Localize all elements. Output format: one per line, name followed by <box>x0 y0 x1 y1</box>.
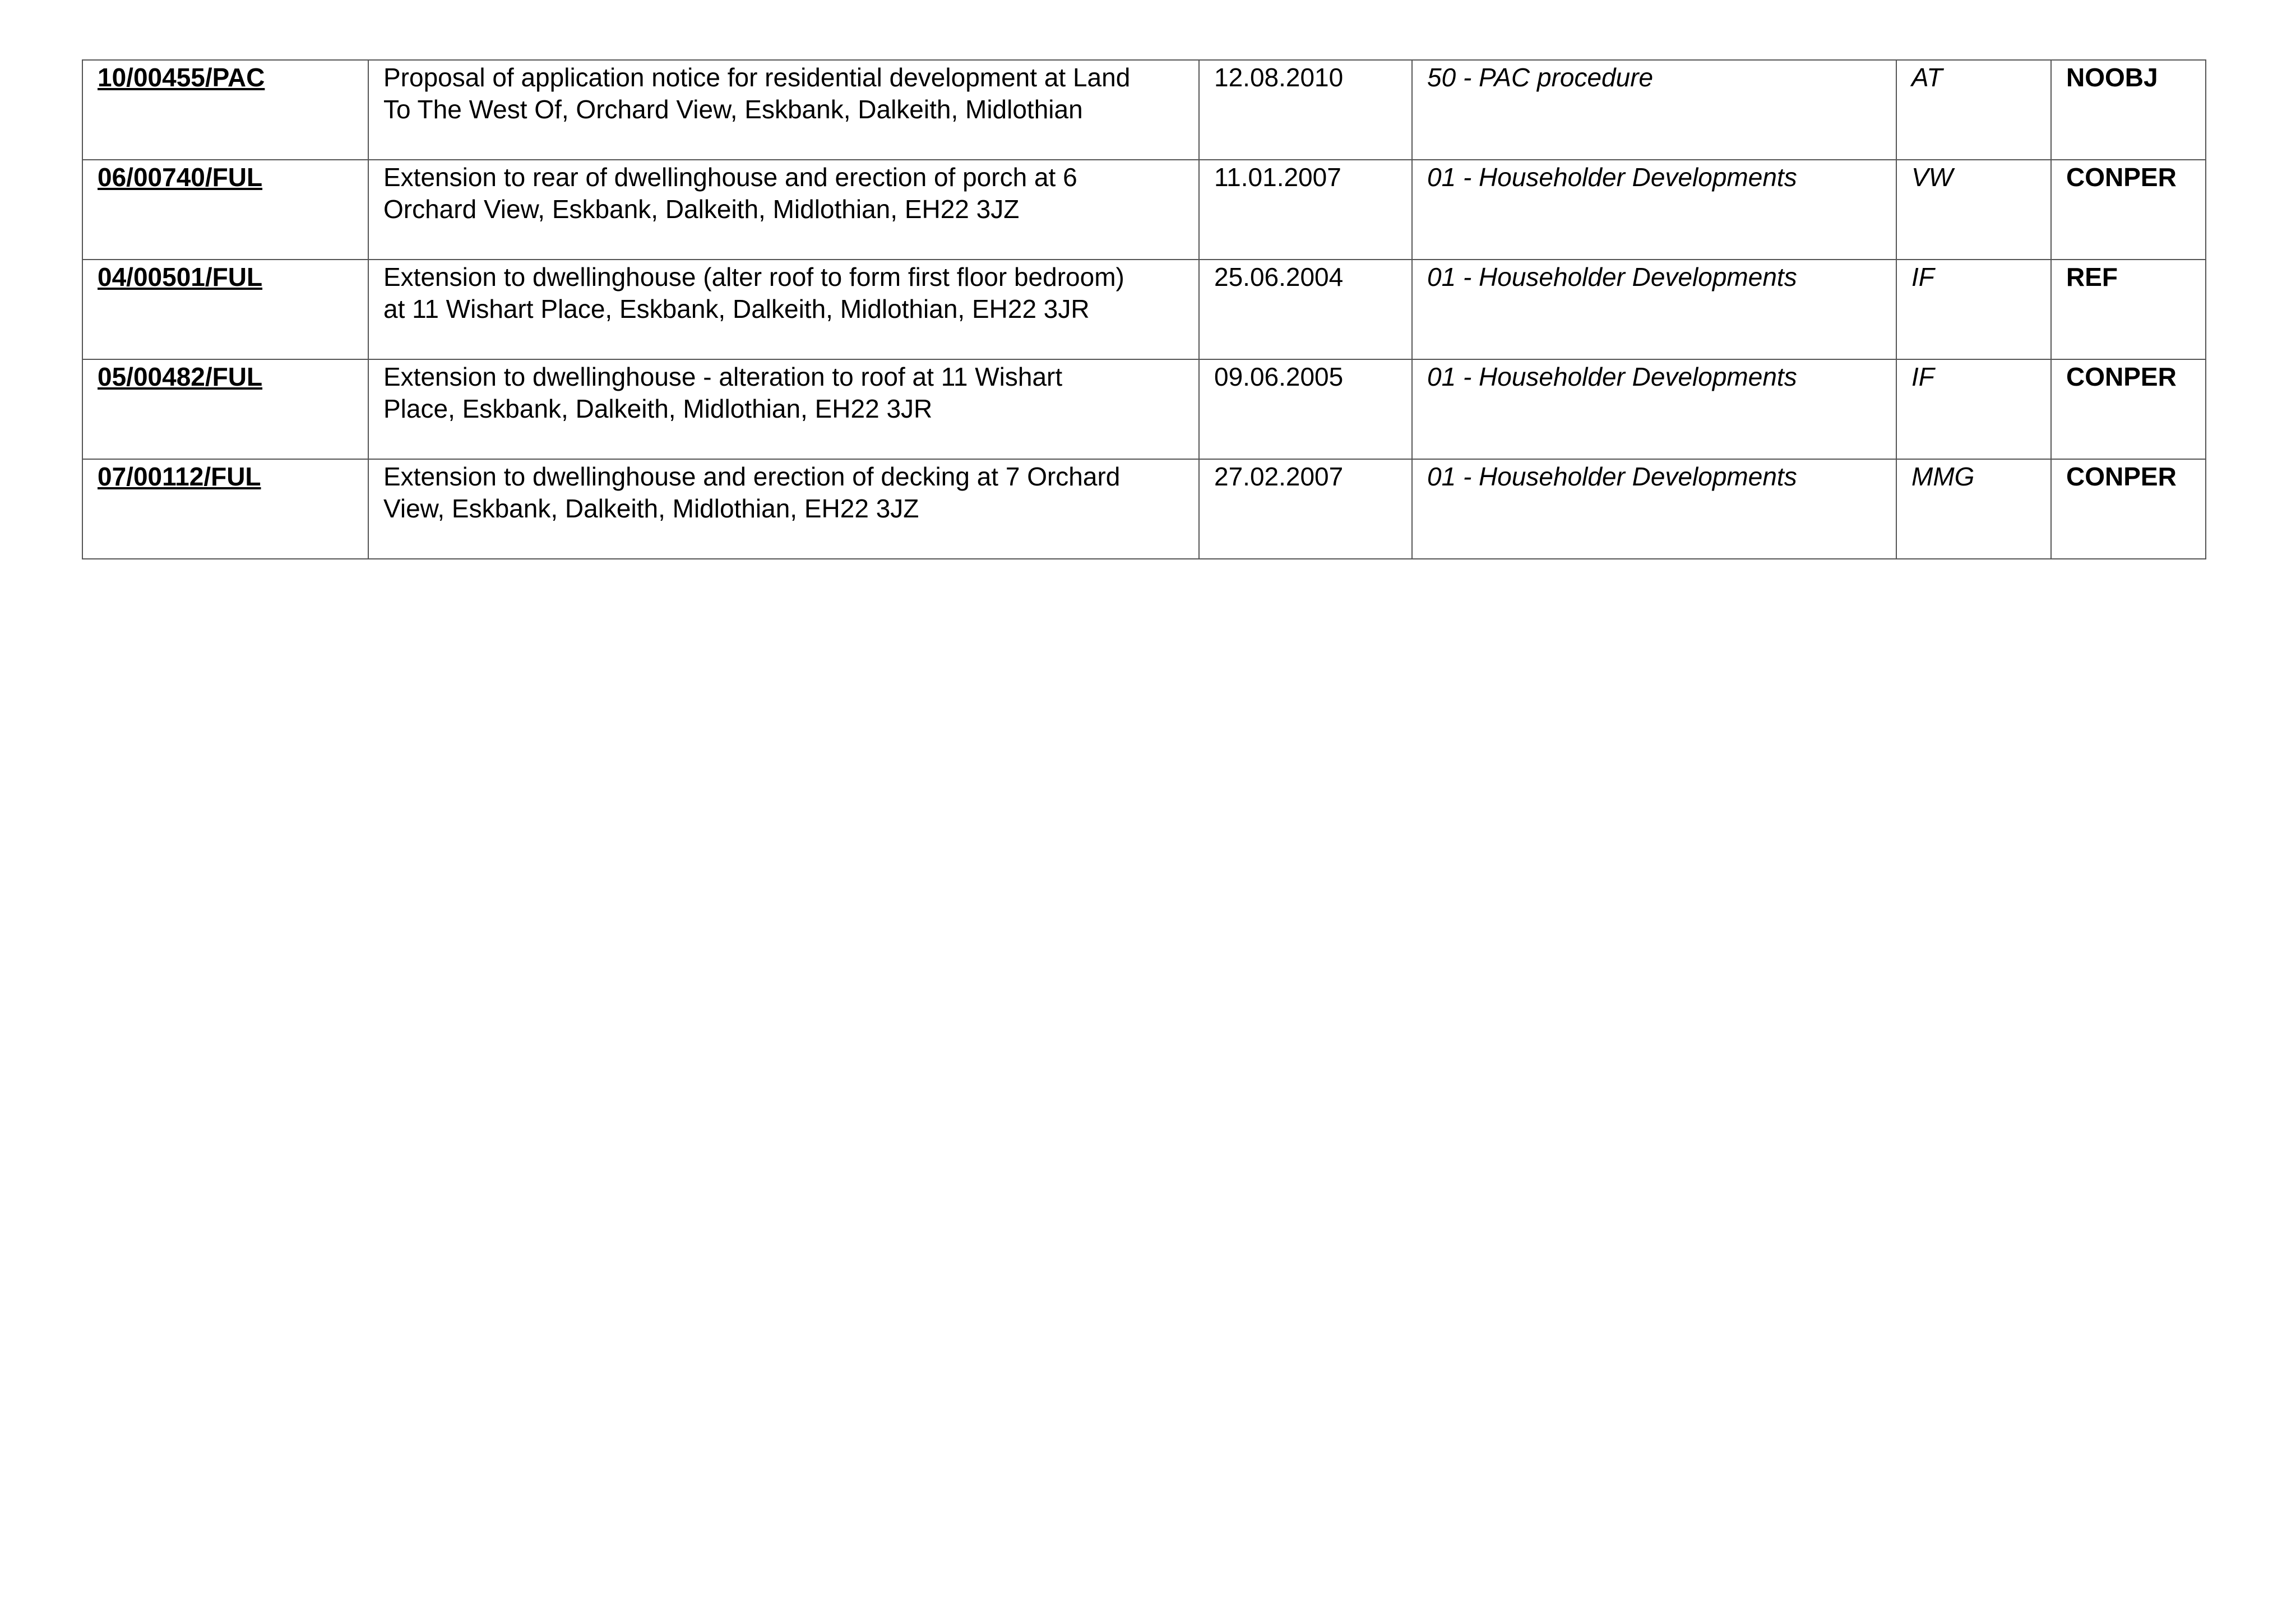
decision-text: REF <box>2066 262 2118 292</box>
officer-text: AT <box>1911 63 1943 92</box>
officer-text: IF <box>1911 262 1934 292</box>
decision-cell <box>2051 260 2206 359</box>
description-text <box>383 461 1185 525</box>
description-cell <box>368 60 1199 160</box>
description-cell <box>368 359 1199 459</box>
date-cell <box>1199 160 1412 260</box>
officer-text: MMG <box>1911 462 1975 491</box>
planning-applications-table <box>82 59 2206 559</box>
date-text: 25.06.2004 <box>1214 262 1344 292</box>
officer-cell <box>1896 260 2051 359</box>
description-line: Place, Eskbank, Dalkeith, Midlothian, EH22 3JR <box>383 394 933 423</box>
description-line: Extension to dwellinghouse and erection of decking at 7 Orchard <box>383 462 1121 491</box>
type-cell <box>1412 459 1896 559</box>
description-text <box>383 261 1185 325</box>
description-line: Proposal of application notice for residential development at Land <box>383 63 1131 92</box>
description-cell <box>368 459 1199 559</box>
reference-link[interactable]: 10/00455/PAC <box>98 63 265 92</box>
type-text: 50 - PAC procedure <box>1427 63 1654 92</box>
description-cell <box>368 260 1199 359</box>
type-cell <box>1412 260 1896 359</box>
officer-text: IF <box>1911 362 1934 391</box>
description-text <box>383 161 1185 225</box>
type-text: 01 - Householder Developments <box>1427 262 1797 292</box>
officer-text: VW <box>1911 163 1954 192</box>
reference-cell <box>82 160 368 260</box>
reference-cell <box>82 260 368 359</box>
description-line: Extension to dwellinghouse (alter roof to form first floor bedroom) <box>383 262 1124 292</box>
decision-cell <box>2051 60 2206 160</box>
description-line: Extension to dwellinghouse - alteration to roof at 11 Wishart <box>383 362 1063 391</box>
reference-link[interactable]: 06/00740/FUL <box>98 163 263 192</box>
type-cell <box>1412 60 1896 160</box>
description-line: To The West Of, Orchard View, Eskbank, Dalkeith, Midlothian <box>383 95 1083 124</box>
reference-link[interactable]: 05/00482/FUL <box>98 362 263 391</box>
officer-cell <box>1896 160 2051 260</box>
decision-text: CONPER <box>2066 163 2177 192</box>
reference-link[interactable]: 07/00112/FUL <box>98 462 261 491</box>
type-cell <box>1412 359 1896 459</box>
description-line: at 11 Wishart Place, Eskbank, Dalkeith, Midlothian, EH22 3JR <box>383 294 1090 323</box>
decision-cell <box>2051 359 2206 459</box>
description-cell <box>368 160 1199 260</box>
reference-link[interactable]: 04/00501/FUL <box>98 262 263 292</box>
decision-text: CONPER <box>2066 362 2177 391</box>
officer-cell <box>1896 359 2051 459</box>
date-cell <box>1199 459 1412 559</box>
date-text: 11.01.2007 <box>1214 163 1341 192</box>
decision-text: CONPER <box>2066 462 2177 491</box>
type-text: 01 - Householder Developments <box>1427 462 1797 491</box>
description-line: Extension to rear of dwellinghouse and erection of porch at 6 <box>383 163 1077 192</box>
decision-cell <box>2051 459 2206 559</box>
decision-text: NOOBJ <box>2066 63 2158 92</box>
description-text <box>383 361 1185 425</box>
officer-cell <box>1896 60 2051 160</box>
table-row <box>82 60 2206 160</box>
description-line: View, Eskbank, Dalkeith, Midlothian, EH22 3JZ <box>383 494 919 523</box>
table-row <box>82 260 2206 359</box>
date-cell <box>1199 359 1412 459</box>
reference-cell <box>82 459 368 559</box>
date-text: 12.08.2010 <box>1214 63 1344 92</box>
table-row <box>82 160 2206 260</box>
table-row <box>82 459 2206 559</box>
type-text: 01 - Householder Developments <box>1427 362 1797 391</box>
description-line: Orchard View, Eskbank, Dalkeith, Midlothian, EH22 3JZ <box>383 195 1020 224</box>
table-row <box>82 359 2206 459</box>
description-text <box>383 62 1185 126</box>
officer-cell <box>1896 459 2051 559</box>
reference-cell <box>82 359 368 459</box>
date-text: 27.02.2007 <box>1214 462 1344 491</box>
reference-cell <box>82 60 368 160</box>
type-cell <box>1412 160 1896 260</box>
date-text: 09.06.2005 <box>1214 362 1344 391</box>
date-cell <box>1199 260 1412 359</box>
decision-cell <box>2051 160 2206 260</box>
date-cell <box>1199 60 1412 160</box>
type-text: 01 - Householder Developments <box>1427 163 1797 192</box>
